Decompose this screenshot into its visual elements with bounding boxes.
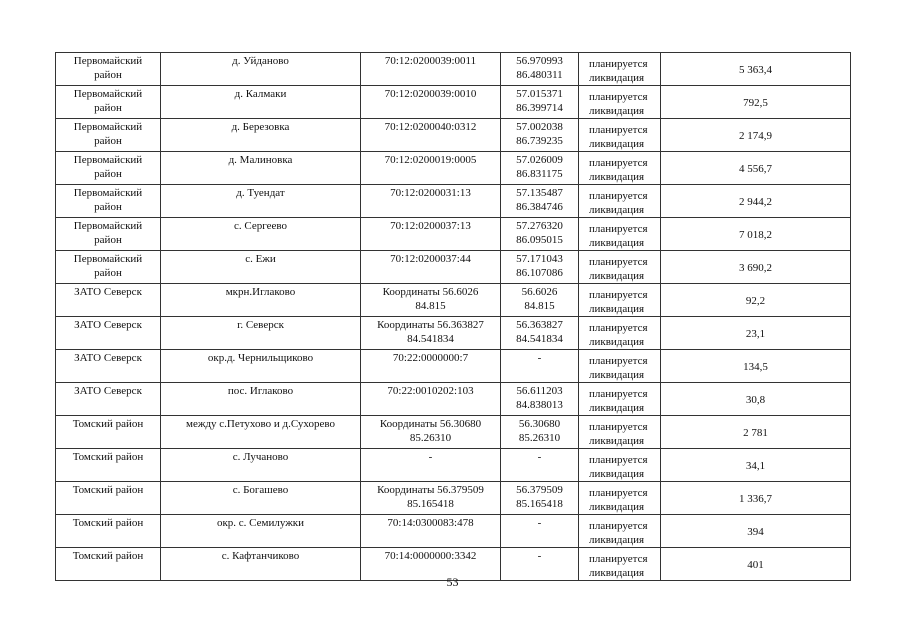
- cell-status: [579, 515, 661, 548]
- cell-value-text: 23,1: [745, 327, 766, 340]
- cell-cadastral-number-text: 70:14:0300083:478: [387, 517, 474, 529]
- table-row: [56, 251, 851, 284]
- cell-district-text: Томский район: [72, 484, 144, 496]
- cell-cadastral-number-text: 70:12:0200039:0010: [384, 88, 477, 100]
- cell-locality-text: д. Уйданово: [232, 55, 289, 67]
- cell-cadastral-number: [361, 350, 501, 383]
- cell-district-text: Томский район: [72, 517, 144, 529]
- cell-value: [661, 152, 851, 185]
- cell-status: [579, 86, 661, 119]
- cell-status: [579, 482, 661, 515]
- cell-district: [56, 383, 161, 416]
- cell-locality-text: д. Березовка: [231, 121, 290, 133]
- cell-district-text: ЗАТО Северск: [74, 286, 142, 298]
- cell-coordinates: [501, 251, 579, 284]
- cell-status-text: планируется ликвидация: [589, 289, 648, 315]
- cell-locality-text: с. Кафтанчиково: [221, 550, 300, 562]
- cell-cadastral-number-text: Координаты 56.6026 84.815: [382, 286, 479, 312]
- cell-coordinates-text: -: [537, 352, 542, 364]
- cell-locality-text: с. Сергеево: [234, 220, 287, 232]
- cell-status: [579, 449, 661, 482]
- cell-status-text: планируется ликвидация: [589, 223, 648, 249]
- page-number: 53: [446, 575, 459, 589]
- cell-cadastral-number-text: 70:12:0200037:44: [390, 253, 471, 265]
- cell-cadastral-number-text: Координаты 56.379509 85.165418: [377, 484, 484, 510]
- cell-cadastral-number: [361, 152, 501, 185]
- cell-value-text: 92,2: [745, 294, 766, 307]
- cell-value-text: 5 363,4: [739, 63, 772, 76]
- cell-value-text: 394: [747, 525, 764, 538]
- cell-status: [579, 284, 661, 317]
- cell-locality: [161, 251, 361, 284]
- cell-locality-text: между с.Петухово и д.Сухорево: [186, 418, 335, 430]
- cell-coordinates-text: 56.970993 86.480311: [516, 55, 563, 81]
- cell-cadastral-number: [361, 185, 501, 218]
- table-row: [56, 86, 851, 119]
- cell-district: [56, 86, 161, 119]
- cell-locality-text: д. Туендат: [236, 187, 285, 199]
- cell-value: [661, 251, 851, 284]
- cell-cadastral-number: [361, 218, 501, 251]
- cell-coordinates: [501, 350, 579, 383]
- cell-district-text: Первомайский район: [73, 220, 143, 246]
- cell-cadastral-number: [361, 482, 501, 515]
- cell-value-text: 401: [747, 558, 764, 571]
- cell-district: [56, 53, 161, 86]
- cell-status-text: планируется ликвидация: [589, 388, 648, 414]
- cell-locality: [161, 284, 361, 317]
- cell-value-text: 134,5: [743, 360, 768, 373]
- cell-district-text: ЗАТО Северск: [74, 385, 142, 397]
- cell-value: [661, 119, 851, 152]
- cell-locality-text: д. Калмаки: [234, 88, 287, 100]
- cell-status: [579, 251, 661, 284]
- cell-district: [56, 416, 161, 449]
- cell-district-text: Первомайский район: [73, 88, 143, 114]
- cell-coordinates-text: 57.171043 86.107086: [516, 253, 563, 279]
- cell-status-text: планируется ликвидация: [589, 355, 648, 381]
- cell-coordinates-text: 57.015371 86.399714: [516, 88, 563, 114]
- cell-value-text: 792,5: [743, 96, 768, 109]
- cell-value: [661, 185, 851, 218]
- cell-cadastral-number: [361, 383, 501, 416]
- landfill-table: [55, 52, 851, 581]
- table-row: [56, 317, 851, 350]
- cell-coordinates: [501, 482, 579, 515]
- cell-district: [56, 482, 161, 515]
- cell-locality: [161, 86, 361, 119]
- cell-coordinates: [501, 317, 579, 350]
- cell-cadastral-number: [361, 416, 501, 449]
- cell-locality-text: окр.д. Чернильщиково: [207, 352, 314, 364]
- cell-status-text: планируется ликвидация: [589, 190, 648, 216]
- cell-value-text: 4 556,7: [739, 162, 772, 175]
- cell-district: [56, 317, 161, 350]
- cell-locality: [161, 515, 361, 548]
- cell-locality: [161, 53, 361, 86]
- cell-value: [661, 317, 851, 350]
- cell-locality-text: с. Богашево: [232, 484, 289, 496]
- cell-cadastral-number-text: 70:12:0200031:13: [390, 187, 471, 199]
- cell-coordinates-text: 57.276320 86.095015: [516, 220, 563, 246]
- cell-district-text: Первомайский район: [73, 121, 143, 147]
- cell-locality-text: пос. Иглаково: [227, 385, 294, 397]
- cell-status: [579, 119, 661, 152]
- table-row: [56, 416, 851, 449]
- cell-locality-text: окр. с. Семилужки: [216, 517, 305, 529]
- cell-status: [579, 218, 661, 251]
- cell-status-text: планируется ликвидация: [589, 421, 648, 447]
- table-row: [56, 449, 851, 482]
- cell-coordinates-text: -: [537, 451, 542, 463]
- cell-coordinates-text: 56.611203 84.838013: [516, 385, 563, 411]
- table-body: [56, 53, 851, 581]
- cell-value: [661, 515, 851, 548]
- cell-status: [579, 383, 661, 416]
- cell-coordinates: [501, 53, 579, 86]
- cell-coordinates: [501, 416, 579, 449]
- cell-status: [579, 317, 661, 350]
- cell-locality: [161, 185, 361, 218]
- cell-cadastral-number-text: Координаты 56.30680 85.26310: [379, 418, 482, 444]
- cell-cadastral-number-text: 70:12:0200037:13: [390, 220, 471, 232]
- cell-coordinates-text: 56.6026 84.815: [521, 286, 558, 312]
- cell-value: [661, 482, 851, 515]
- cell-coordinates-text: 57.026009 86.831175: [516, 154, 563, 180]
- cell-coordinates: [501, 185, 579, 218]
- cell-status-text: планируется ликвидация: [589, 124, 648, 150]
- cell-cadastral-number-text: 70:14:0000000:3342: [384, 550, 477, 562]
- table-row: [56, 119, 851, 152]
- cell-coordinates: [501, 218, 579, 251]
- cell-locality: [161, 350, 361, 383]
- table-row: [56, 53, 851, 86]
- cell-district-text: Первомайский район: [73, 55, 143, 81]
- table-row: [56, 152, 851, 185]
- cell-status: [579, 53, 661, 86]
- cell-coordinates-text: 57.002038 86.739235: [516, 121, 563, 147]
- cell-locality-text: с. Ежи: [245, 253, 276, 265]
- cell-value-text: 2 781: [743, 426, 768, 439]
- cell-status-text: планируется ликвидация: [589, 91, 648, 117]
- cell-locality-text: с. Лучаново: [232, 451, 289, 463]
- cell-locality: [161, 218, 361, 251]
- cell-status-text: планируется ликвидация: [589, 322, 648, 348]
- cell-cadastral-number: [361, 515, 501, 548]
- table-row: [56, 383, 851, 416]
- cell-district-text: Первомайский район: [73, 154, 143, 180]
- cell-district: [56, 185, 161, 218]
- cell-coordinates: [501, 86, 579, 119]
- cell-value-text: 3 690,2: [739, 261, 772, 274]
- cell-cadastral-number: [361, 119, 501, 152]
- cell-coordinates-text: 56.379509 85.165418: [516, 484, 563, 510]
- cell-status-text: планируется ликвидация: [589, 157, 648, 183]
- cell-cadastral-number-text: 70:12:0200040:0312: [384, 121, 477, 133]
- cell-district: [56, 515, 161, 548]
- cell-locality-text: мкрн.Иглаково: [225, 286, 296, 298]
- table-row: [56, 482, 851, 515]
- cell-district: [56, 119, 161, 152]
- cell-cadastral-number-text: 70:12:0200039:0011: [384, 55, 477, 67]
- cell-district-text: Первомайский район: [73, 253, 143, 279]
- cell-locality: [161, 482, 361, 515]
- cell-cadastral-number-text: 70:22:0010202:103: [387, 385, 474, 397]
- cell-coordinates: [501, 383, 579, 416]
- cell-cadastral-number-text: 70:22:0000000:7: [392, 352, 469, 364]
- cell-district: [56, 350, 161, 383]
- cell-locality: [161, 119, 361, 152]
- cell-coordinates: [501, 449, 579, 482]
- cell-value: [661, 86, 851, 119]
- cell-value-text: 2 944,2: [739, 195, 772, 208]
- cell-district: [56, 251, 161, 284]
- table-row: [56, 218, 851, 251]
- cell-coordinates-text: 56.30680 85.26310: [518, 418, 561, 444]
- cell-coordinates-text: 56.363827 84.541834: [516, 319, 563, 345]
- cell-value: [661, 383, 851, 416]
- cell-cadastral-number: [361, 251, 501, 284]
- cell-status: [579, 152, 661, 185]
- cell-district-text: Томский район: [72, 550, 144, 562]
- cell-cadastral-number: [361, 317, 501, 350]
- cell-coordinates-text: -: [537, 550, 542, 562]
- cell-value: [661, 449, 851, 482]
- cell-locality-text: г. Северск: [237, 319, 284, 331]
- table-row: [56, 350, 851, 383]
- cell-coordinates: [501, 152, 579, 185]
- table-row: [56, 185, 851, 218]
- cell-coordinates: [501, 284, 579, 317]
- cell-value-text: 1 336,7: [739, 492, 772, 505]
- table-row: [56, 284, 851, 317]
- cell-district-text: Томский район: [72, 418, 144, 430]
- cell-district-text: Томский район: [72, 451, 144, 463]
- cell-cadastral-number-text: -: [428, 451, 433, 463]
- cell-value: [661, 284, 851, 317]
- cell-coordinates-text: 57.135487 86.384746: [516, 187, 563, 213]
- cell-status: [579, 350, 661, 383]
- cell-cadastral-number: [361, 284, 501, 317]
- cell-district: [56, 284, 161, 317]
- cell-locality: [161, 317, 361, 350]
- cell-value: [661, 218, 851, 251]
- cell-coordinates: [501, 515, 579, 548]
- cell-cadastral-number-text: 70:12:0200019:0005: [384, 154, 477, 166]
- cell-district: [56, 152, 161, 185]
- cell-coordinates-text: -: [537, 517, 542, 529]
- cell-locality: [161, 416, 361, 449]
- cell-value-text: 30,8: [745, 393, 766, 406]
- cell-coordinates: [501, 119, 579, 152]
- cell-district-text: ЗАТО Северск: [74, 319, 142, 331]
- cell-value: [661, 350, 851, 383]
- cell-status-text: планируется ликвидация: [589, 256, 648, 282]
- cell-value-text: 2 174,9: [739, 129, 772, 142]
- cell-status: [579, 185, 661, 218]
- cell-value-text: 34,1: [745, 459, 766, 472]
- table-row: [56, 515, 851, 548]
- cell-district-text: Первомайский район: [73, 187, 143, 213]
- cell-status: [579, 416, 661, 449]
- cell-value: [661, 416, 851, 449]
- cell-status-text: планируется ликвидация: [589, 487, 648, 513]
- cell-status-text: планируется ликвидация: [589, 58, 648, 84]
- cell-locality: [161, 152, 361, 185]
- cell-status-text: планируется ликвидация: [589, 520, 648, 546]
- cell-cadastral-number: [361, 53, 501, 86]
- cell-value-text: 7 018,2: [739, 228, 772, 241]
- cell-cadastral-number: [361, 86, 501, 119]
- cell-district-text: ЗАТО Северск: [74, 352, 142, 364]
- cell-district: [56, 218, 161, 251]
- cell-district: [56, 449, 161, 482]
- cell-locality: [161, 383, 361, 416]
- cell-cadastral-number-text: Координаты 56.363827 84.541834: [377, 319, 484, 345]
- cell-value: [661, 53, 851, 86]
- cell-cadastral-number: [361, 449, 501, 482]
- cell-status-text: планируется ликвидация: [589, 553, 648, 579]
- cell-locality: [161, 449, 361, 482]
- cell-status-text: планируется ликвидация: [589, 454, 648, 480]
- cell-locality-text: д. Малиновка: [228, 154, 293, 166]
